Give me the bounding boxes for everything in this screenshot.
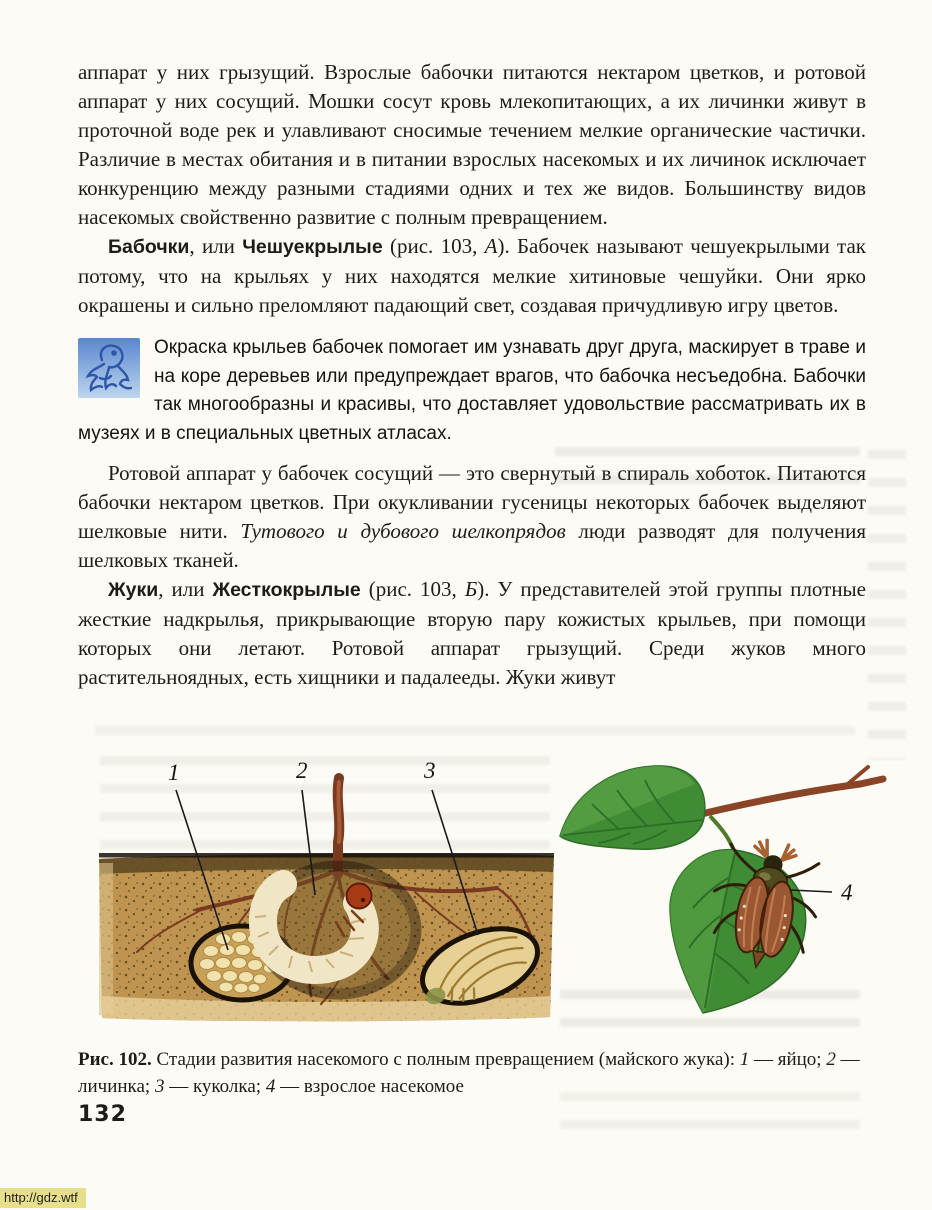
figure-caption: Рис. 102. Стадии развития насекомого с полным превращением (майского жука): 1 — яйцо; 2 — личинка; 3 — куколка; 4 — взрослое насекомое (78, 1049, 860, 1097)
page-number: 132 (78, 1102, 127, 1127)
watermark-url: http://gdz.wtf (0, 1188, 86, 1208)
beetle-development-illustration (55, 738, 915, 1038)
figure-102 (55, 738, 915, 1038)
term-butterflies: Бабочки (108, 236, 190, 258)
larva-head (347, 884, 372, 909)
paragraph-proboscis: Ротовой аппарат у бабочек сосущий — это свернутый в спираль хоботок. Питаются бабочки нектаром цветков. При окукливании гусеницы некоторых бабочек выделяют шелковые нити. Тутового и дубового шелкопрядов люди разводят для получения шелковых тканей. (78, 461, 866, 572)
text-column (78, 58, 866, 692)
label-adult: 4 (841, 880, 853, 905)
infobox-text: Окраска крыльев бабочек помогает им узнавать друг друга, маскирует в траве и на коре деревьев или предупреждает врагов, что бабочка несъедобна. Бабочки так многообразны и красивы, что доставляет удовольствие рассматривать их в музеях и в специальных цветных атласах. (78, 337, 866, 444)
term-lepidoptera: Чешуекрылые (242, 236, 383, 258)
paragraph-butterflies: Бабочки, или Чешуекрылые (рис. 103, А). Бабочек называют чешуекрылыми так потому, что на крыльях у них находятся мелкие хитиновые чешуйки. Они ярко окрашены и сильно преломляют падающий свет, создавая причудливую игру цветов. (78, 234, 866, 317)
twig-and-leaves (560, 766, 883, 1013)
term-silkworms: Тутового и дубового шелкопрядов (240, 519, 566, 543)
paragraph-beetles: Жуки, или Жесткокрылые (рис. 103, Б). У представителей этой группы плотные жесткие надкрылья, прикрывающие вторую пару кожистых крыльев, при помощи которых они летают. Ротовой аппарат грызущий. Среди жуков много растительноядных, есть хищники и падалееды. Жуки живут (78, 577, 866, 689)
label-pupa: 3 (424, 758, 436, 783)
curiosity-infobox (78, 334, 866, 448)
label-larva: 2 (296, 758, 308, 783)
paragraph-text: аппарат у них грызущий. Взрослые бабочки питаются нектаром цветков, и ротовой аппарат у них сосущий. Мошки сосут кровь млекопитающих, а их личинки живут в проточной воде рек и улавливают сносимые течением мелкие органические частички. Различие в местах обитания и в питании взрослых насекомых и их личинок исключает конкуренцию между разными стадиями одних и тех же видов. Большинству видов насекомых свойственно развитие с полным превращением. (78, 60, 866, 229)
bleedthrough-artifact (560, 1092, 860, 1148)
label-egg: 1 (168, 760, 180, 785)
term-coleoptera: Жесткокрылые (212, 579, 361, 601)
octopus-icon (78, 338, 140, 398)
larva (255, 866, 416, 994)
octopus-icon-drawing (78, 338, 140, 398)
term-beetles: Жуки (108, 579, 159, 601)
bleedthrough-artifact (868, 450, 906, 760)
upper-leaf (560, 766, 705, 849)
paragraph-insect-feeding (78, 58, 866, 232)
